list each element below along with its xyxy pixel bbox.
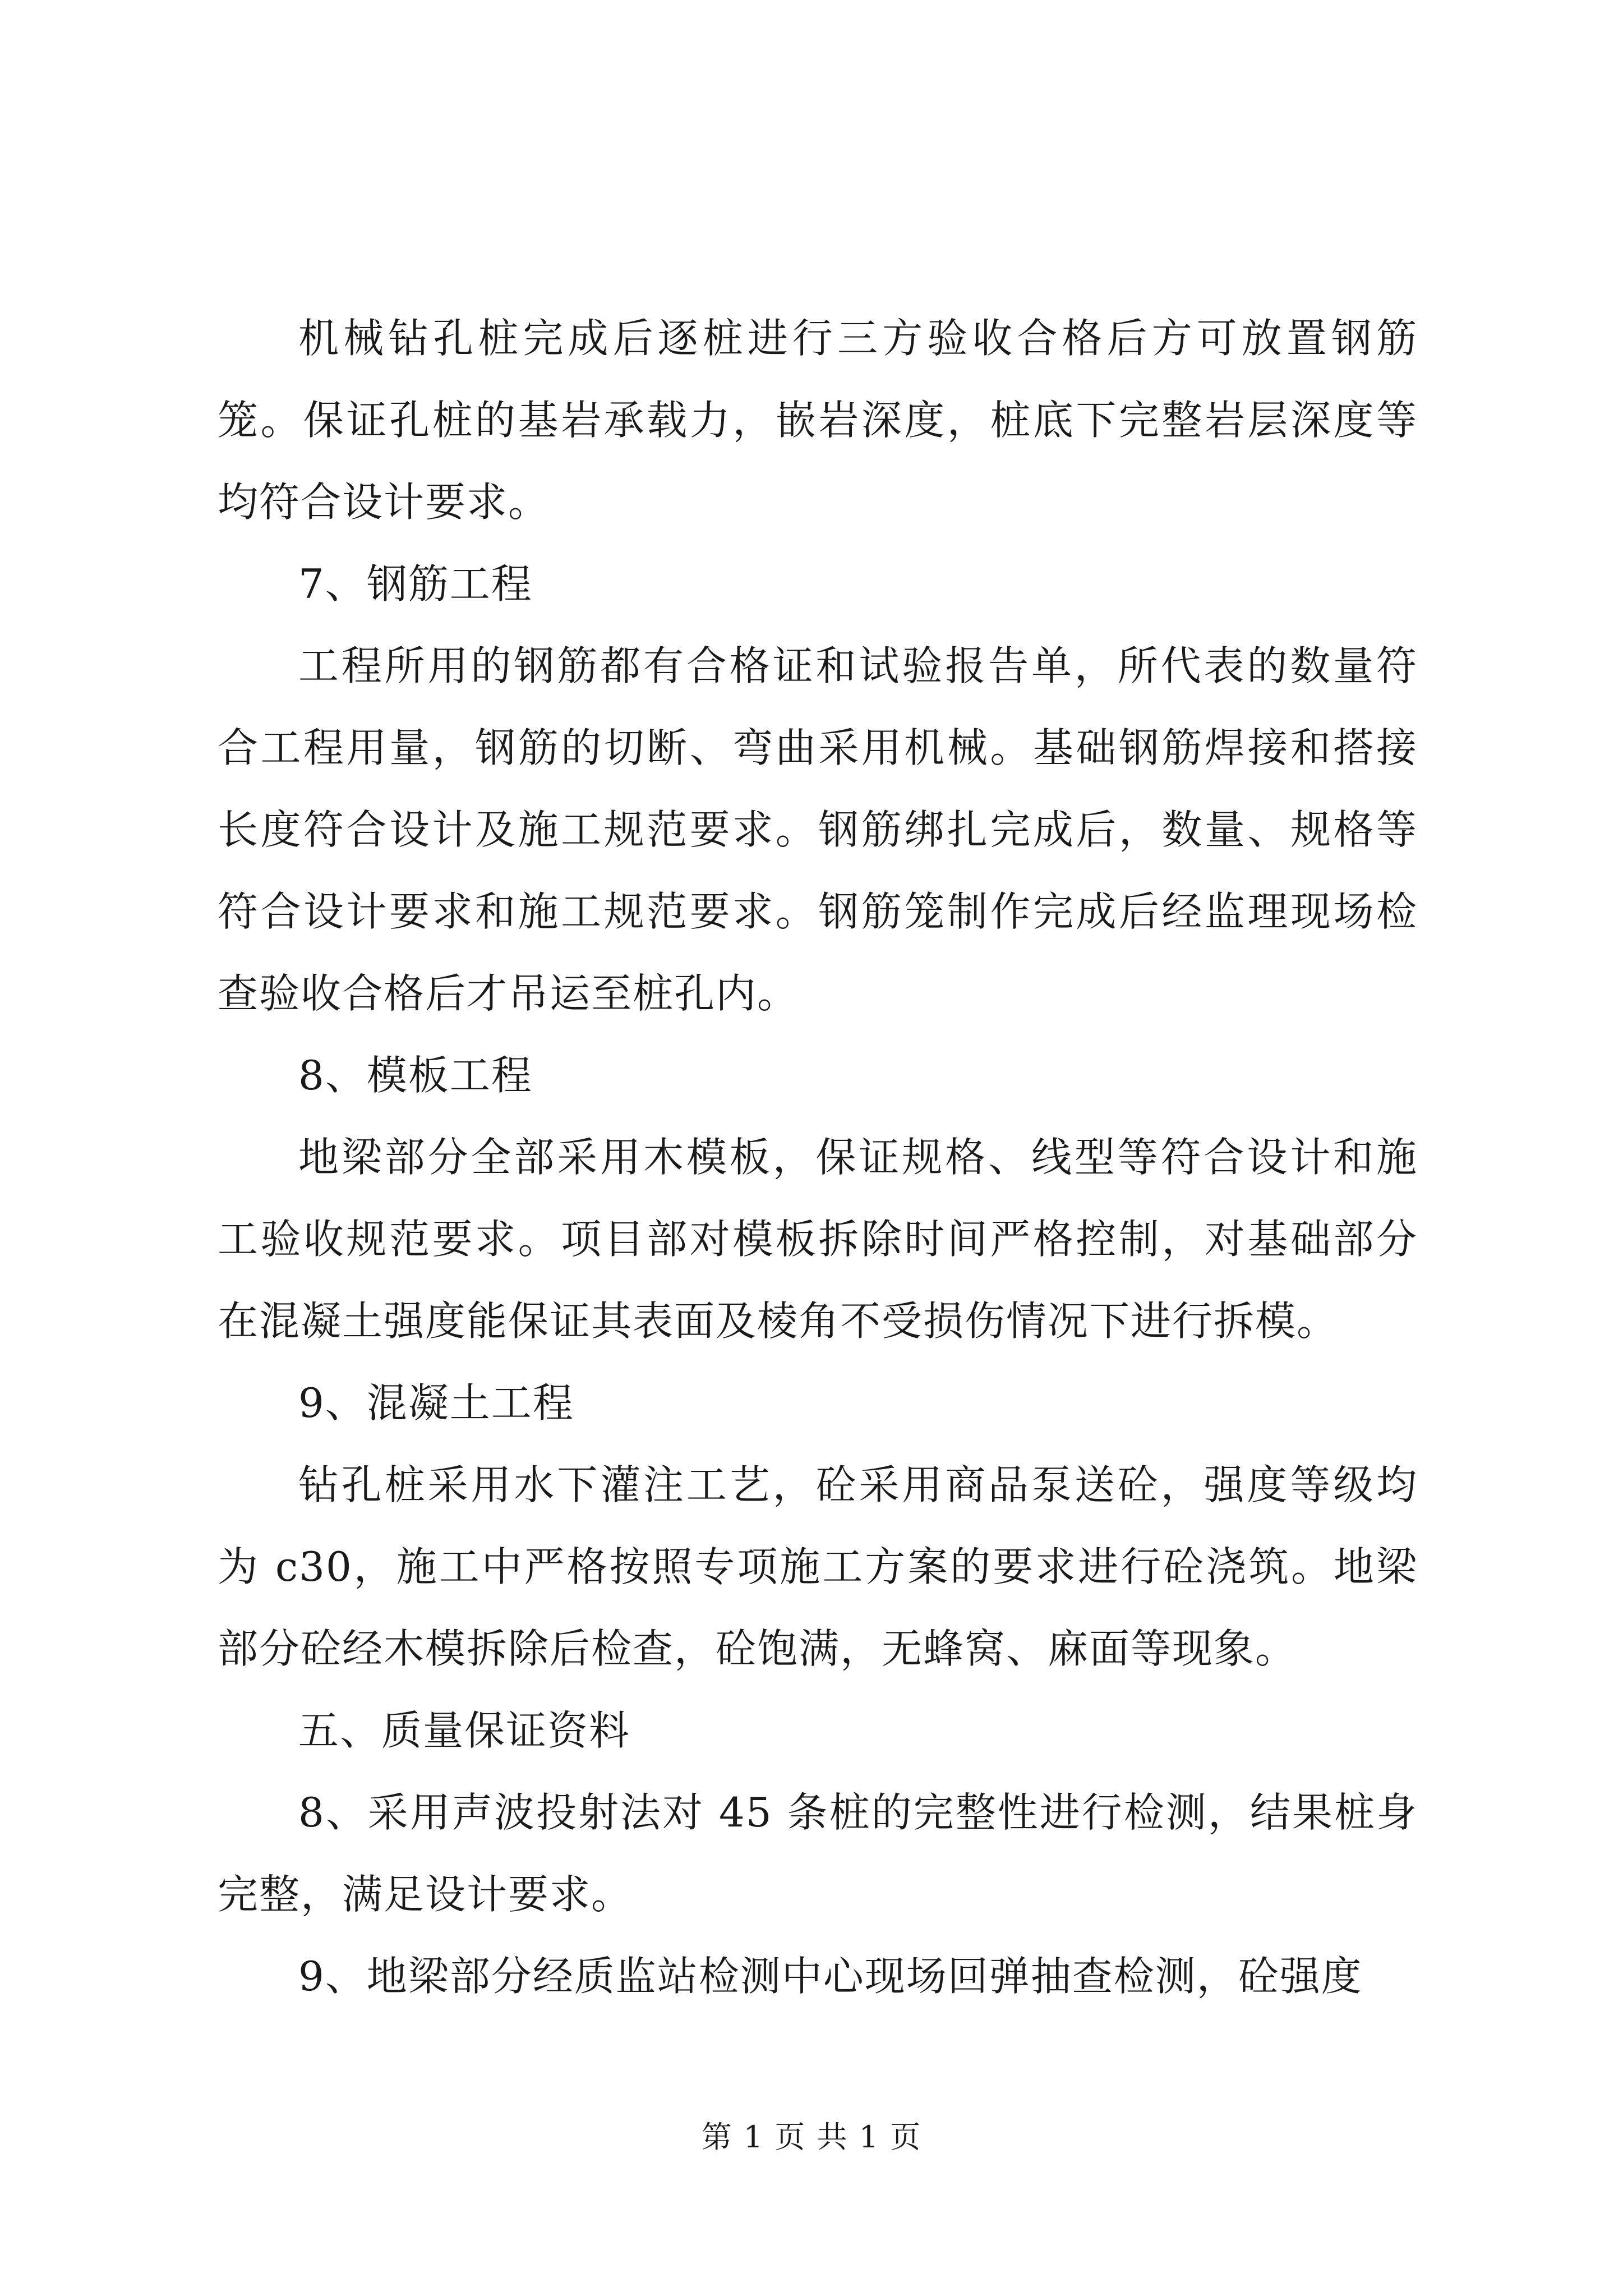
section-heading-formwork: 8、模板工程 — [298, 1052, 533, 1099]
paragraph-rebar: 工程所用的钢筋都有合格证和试验报告单，所代表的数量符合工程用量，钢筋的切断、弯曲采用机械。基础钢筋焊接和搭接长度符合设计及施工规范要求。钢筋绑扎完成后，数量、规格等符合设计要求和施工规范要求。钢筋笼制作完成后经监理现场检查验收合格后才吊运至桩孔内。 — [218, 642, 1418, 1017]
page-footer: 第 1 页 共 1 页 — [701, 2119, 922, 2155]
paragraph-rebound-test: 9、地梁部分经质监站检测中心现场回弹抽查检测，砼强度 — [298, 1953, 1363, 2000]
section-heading-quality-docs: 五、质量保证资料 — [298, 1707, 631, 1754]
paragraph-pile-acceptance: 机械钻孔桩完成后逐桩进行三方验收合格后方可放置钢筋笼。保证孔桩的基岩承载力，嵌岩深度，桩底下完整岩层深度等均符合设计要求。 — [218, 315, 1418, 526]
paragraph-sonic-test: 8、采用声波投射法对 45 条桩的完整性进行检测，结果桩身完整，满足设计要求。 — [218, 1789, 1418, 1918]
document-body — [218, 297, 1418, 2017]
section-heading-rebar: 7、钢筋工程 — [298, 560, 533, 608]
section-heading-concrete: 9、混凝土工程 — [298, 1379, 574, 1427]
paragraph-concrete: 钻孔桩采用水下灌注工艺，砼采用商品泵送砼，强度等级均为 c30，施工中严格按照专项施工方案的要求进行砼浇筑。地梁部分砼经木模拆除后检查，砼饱满，无蜂窝、麻面等现象。 — [218, 1461, 1418, 1672]
paragraph-formwork: 地梁部分全部采用木模板，保证规格、线型等符合设计和施工验收规范要求。项目部对模板拆除时间严格控制，对基础部分在混凝土强度能保证其表面及棱角不受损伤情况下进行拆模。 — [218, 1134, 1418, 1345]
